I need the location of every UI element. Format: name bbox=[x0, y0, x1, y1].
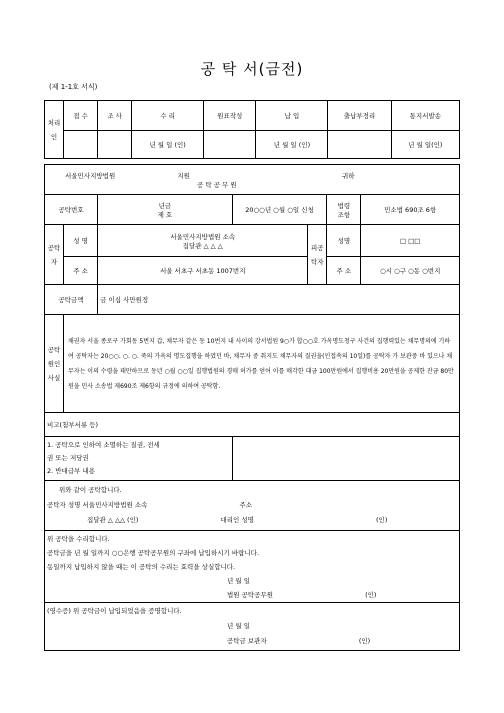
remarks-label: 비고(첨부서류 등) bbox=[45, 413, 460, 437]
amount-value: 금 이십 사만원정 bbox=[98, 285, 460, 315]
payment-date: 년 월 일 (인) bbox=[256, 131, 328, 159]
confirm3-line1: (영수증) 위 공탁금이 납입되었음을 증명합니다. bbox=[47, 607, 182, 615]
depositor-name: 서울민사지방법원 소속 집달관 △ △ △ bbox=[98, 225, 308, 257]
receiver-address: ○시 ○구 ○동 ○번지 bbox=[361, 257, 460, 285]
cause-text: 채권자 서울 종로구 가회동 5번지 갑, 채무자 같은 동 10번지 내 사이의 강서법원 9○가 합○○호 가옥명도청구 사건의 집행력있는 채무명의에 기하여 공탁자는 20○○. ○. ○. 죽의 가옥의 명도집행을 하였던 바, 채무자 중 취지도 채무자의 질권을(인접속의 10일)를 공탁자 가 보관중 바 있으나 채무자는 이의 수령을 태만하므로 동년 ○월 ○○일 집행법원의 경매 허가를 얻어 이를 매각한 대금 100만원에서 집행비용 20만원을 공제한 잔금 80만원을 민사 소송법 제690조 제6항의 규정에 의하여 공탁함. bbox=[64, 315, 460, 413]
notice-date: 년 월 일(인) bbox=[391, 131, 459, 159]
cause-label: 공탁원인사실 bbox=[45, 315, 64, 413]
col-payment: 납 입 bbox=[256, 101, 328, 131]
confirm2-date: 년 월 일 bbox=[227, 576, 250, 585]
law-value: 민소법 690조 6항 bbox=[361, 195, 460, 225]
court-honorific: 귀하 bbox=[341, 171, 355, 180]
court-line bbox=[45, 165, 460, 195]
court-officer: 공 탁 공 무 원 bbox=[197, 180, 237, 189]
document-title: 공 탁 서(금전) bbox=[200, 60, 304, 78]
confirm2-line3: 동일까지 납입하지 않을 때는 이 공탁의 수리는 효력을 상실합니다. bbox=[47, 562, 236, 571]
depositor-name-label: 성 명 bbox=[64, 225, 98, 257]
receiver-name-label: 성명 bbox=[327, 225, 361, 257]
items-block bbox=[45, 437, 233, 481]
processing-table bbox=[44, 100, 460, 159]
filing-date: 20○○년 ○월 ○일 신청 bbox=[232, 195, 327, 225]
confirm-receipt bbox=[45, 603, 460, 651]
item-1: 1. 공탁으로 인하여 소멸하는 질권, 전세 bbox=[47, 441, 160, 449]
receiver-address-label: 주 소 bbox=[327, 257, 361, 285]
case-label: 공탁번호 bbox=[45, 195, 98, 225]
depositor-label: 공탁자 bbox=[45, 225, 64, 285]
col-ledger: 원표작성 bbox=[204, 101, 256, 131]
col-notice: 통지서발송 bbox=[391, 101, 459, 131]
court-branch: 지원 bbox=[177, 171, 190, 180]
confirm1-officer-row: 집달관 △ △△ (인) 대리인 성명 (인) bbox=[87, 516, 388, 524]
receiver-label: 피공탁자 bbox=[308, 225, 327, 285]
main-form-table bbox=[44, 164, 460, 651]
confirm-accept bbox=[45, 531, 460, 603]
form-number: (제 1-1호 서식) bbox=[49, 83, 98, 91]
depositor-address-label: 주 소 bbox=[64, 257, 98, 285]
confirm3-officer-row: 공탁금 보관자 (인) bbox=[227, 637, 371, 645]
item-1b: 권 또는 저당권 bbox=[47, 454, 89, 462]
col-inspect: 조 사 bbox=[98, 101, 132, 131]
confirm-deposit bbox=[45, 481, 460, 531]
court-name: 서울민사지방법원 bbox=[65, 171, 116, 180]
confirm3-date: 년 월 일 bbox=[227, 622, 250, 630]
accept-date: 년 월 일 (인) bbox=[132, 131, 204, 159]
col-accept: 수 리 bbox=[132, 101, 204, 131]
item-2: 2. 반대급부 내용 bbox=[47, 467, 96, 475]
case-number: 년금 제 호 bbox=[98, 195, 233, 225]
col-receive: 접 수 bbox=[64, 101, 98, 131]
law-label: 법령 조항 bbox=[327, 195, 361, 225]
processor-label: 처리인 bbox=[45, 101, 64, 159]
confirm2-line1: 위 공탁을 수리합니다. bbox=[47, 534, 110, 543]
receiver-name: □ □□ bbox=[361, 225, 460, 257]
confirm2-officer-row: 법원 공탁공무원 (인) bbox=[227, 590, 377, 599]
col-cashbook: 출납부정리 bbox=[328, 101, 391, 131]
confirm1-depositor: 공탁자 성명 서울민사지방법원 소속 주소 bbox=[47, 501, 253, 509]
confirm1-line1: 위와 같이 공탁합니다. bbox=[59, 486, 122, 494]
amount-label: 공탁금액 bbox=[45, 285, 98, 315]
depositor-address: 서울 서초구 서초동 1007번지 bbox=[98, 257, 308, 285]
confirm2-line2: 공탁금을 년 월 일까지 ○○은행 공탁공무원의 구좌에 납입하시기 바랍니다. bbox=[47, 548, 260, 557]
